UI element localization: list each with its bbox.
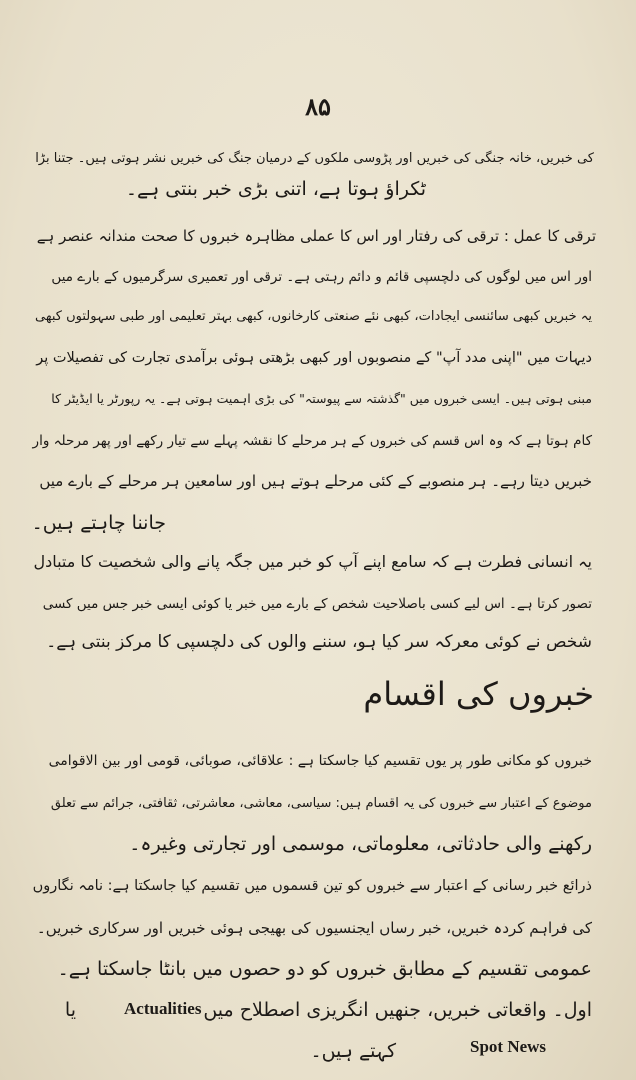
text-line: جاننا چاہتے ہیں۔ <box>31 512 166 534</box>
text-line: رکھنے والی حادثاتی، معلوماتی، موسمی اور تجارتی وغیرہ۔ <box>129 833 592 855</box>
text-line: اول۔ واقعاتی خبریں، جنھیں انگریزی اصطلاح میں <box>203 999 592 1021</box>
text-line: کہتے ہیں۔ <box>310 1040 396 1062</box>
section-heading: خبروں کی اقسام <box>363 675 594 713</box>
text-line: یہ انسانی فطرت ہے کہ سامع اپنے آپ کو خبر میں جگہ پانے والی شخصیت کا متبادل <box>33 552 592 571</box>
text-line: تصور کرتا ہے۔ اس لیے کسی باصلاحیت شخص کے بارے میں خبر یا کوئی ایسی خبر جس میں کسی <box>42 596 592 612</box>
text-line: موضوع کے اعتبار سے خبروں کی یہ اقسام ہیں: سیاسی، معاشی، معاشرتی، ثقافتی، جرائم سے تعلق <box>50 796 592 811</box>
text-line: کی خبریں، خانہ جنگی کی خبریں اور پڑوسی ملکوں کے درمیان جنگ کی خبریں نشر ہوتی ہیں۔ جتنا بڑا <box>35 151 594 166</box>
text-line: یہ خبریں کبھی سائنسی ایجادات، کبھی نئے صنعتی کارخانوں، کبھی بہتر تعلیمی اور طبی سہولتوں کبھی <box>35 309 592 324</box>
text-line: کی فراہم کردہ خبریں، خبر رساں ایجنسیوں کی بھیجی ہوئی خبریں اور سرکاری خبریں۔ <box>36 919 592 937</box>
text-line: عمومی تقسیم کے مطابق خبروں کو دو حصوں میں بانٹا جاسکتا ہے۔ <box>57 958 592 980</box>
latin-term-spot-news: Spot News <box>470 1037 547 1056</box>
page-number: ٨۵ <box>305 92 331 121</box>
text-line: مبنی ہوتی ہیں۔ ایسی خبروں میں "گذشتہ سے پیوستہ" کی بڑی اہمیت ہوتی ہے۔ یہ رپورٹر یا ایڈیٹر کا <box>51 391 592 406</box>
text-line: اور اس میں لوگوں کی دلچسپی قائم و دائم رہتی ہے۔ ترقی اور تعمیری سرگرمیوں کے بارے میں <box>51 269 592 285</box>
text-line: ترقی کا عمل : ترقی کی رفتار اور اس کا عملی مظاہرہ خبروں کا صحت مندانہ عنصر ہے <box>36 227 596 245</box>
text-line: خبروں کو مکانی طور پر یوں تقسیم کیا جاسکتا ہے : علاقائی، صوبائی، قومی اور بین الاقوامی <box>48 753 592 769</box>
text-line: شخص نے کوئی معرکہ سر کیا ہو، سننے والوں کی دلچسپی کا مرکز بنتی ہے۔ <box>46 632 592 652</box>
text-line: ذرائع خبر رسانی کے اعتبار سے خبروں کو تین قسموں میں تقسیم کیا جاسکتا ہے: نامہ نگاروں <box>32 878 592 894</box>
text-line: کام ہوتا ہے کہ وہ اس قسم کی خبروں کے ہر مرحلے کا نقشہ پہلے سے تیار رکھے اور پھر مرحلہ وار <box>32 433 592 449</box>
text-line: یا <box>64 999 76 1021</box>
text-line: دیہات میں "اپنی مدد آپ" کے منصوبوں اور کبھی بڑھتی ہوئی برآمدی تجارت کی تفصیلات پر <box>36 350 592 366</box>
latin-term-actualities: Actualities <box>124 999 202 1018</box>
text-line: خبریں دیتا رہے۔ ہر منصوبے کے کئی مرحلے ہوتے ہیں اور سامعین ہر مرحلے کے بارے میں <box>39 472 592 490</box>
text-line: ٹکراؤ ہوتا ہے، اتنی بڑی خبر بنتی ہے۔ <box>125 178 426 200</box>
